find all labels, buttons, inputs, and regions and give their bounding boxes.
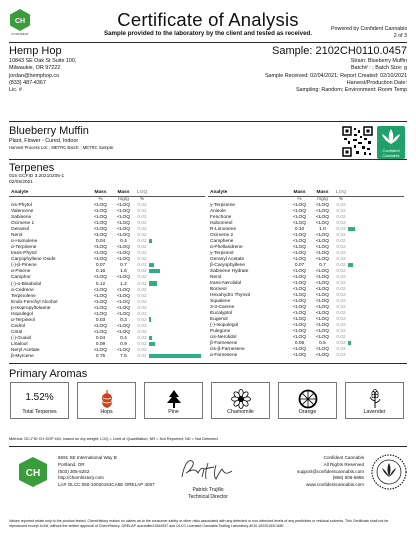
loq-value: 0.02 [336, 346, 346, 352]
mass-mg-g: 0.5 [319, 340, 326, 346]
mass-percent: 0.16 [95, 269, 106, 275]
pine-tree-icon [165, 389, 183, 409]
concentration-bar [149, 281, 157, 285]
mass-mg-g: <LOQ [316, 202, 329, 208]
loq-value: 0.02 [137, 354, 147, 360]
mass-mg-g: <LOQ [117, 232, 130, 238]
signature [178, 455, 238, 485]
analyte-name: cis-Phytol [11, 202, 32, 208]
aroma-label-orange: Orange [298, 409, 317, 415]
mass-mg-g: 1.0 [319, 226, 326, 232]
analyte-name: trans-Nerolidol [210, 281, 242, 287]
mass-mg-g: <LOQ [316, 310, 329, 316]
mass-percent: <LOQ [293, 292, 306, 298]
mass-percent: <LOQ [293, 256, 306, 262]
mass-mg-g: <LOQ [117, 208, 130, 214]
analyte-name: Citral [11, 329, 23, 335]
loq-value: 0.02 [336, 310, 346, 316]
loq-value: 0.02 [137, 226, 147, 232]
header-divider [9, 42, 407, 43]
loq-value: 0.02 [336, 298, 346, 304]
section-divider [9, 159, 407, 160]
mass-mg-g: <LOQ [316, 233, 329, 239]
section-divider [9, 121, 407, 122]
analyte-name: Neryl Acetate [11, 348, 40, 354]
concentration-bar [149, 239, 152, 243]
analyte-name: Linalool [11, 342, 28, 348]
loq-value: 0.02 [336, 244, 346, 250]
lab-footer-logo [14, 455, 52, 489]
analyte-name: Borneol [210, 286, 227, 292]
mass-percent: <LOQ [94, 293, 107, 299]
loq-value: 0.02 [137, 335, 147, 341]
loq-value: 0.02 [137, 305, 147, 311]
concentration-bar [348, 263, 353, 267]
client-name: Hemp Hop [9, 45, 62, 57]
signer-block [160, 487, 256, 501]
loq-value: 0.02 [336, 334, 346, 340]
mass-percent: <LOQ [293, 281, 306, 287]
concentration-bar [348, 341, 351, 345]
mass-mg-g: <LOQ [117, 311, 130, 317]
mass-mg-g: <LOQ [316, 316, 329, 322]
loq-value: 0.02 [137, 202, 147, 208]
analyte-name: β-Caryophyllene [210, 262, 246, 268]
aroma-card-pine [144, 382, 203, 419]
analyte-name: Camphene [210, 238, 234, 244]
svg-text:CH: CH [25, 468, 41, 479]
mass-percent: <LOQ [293, 220, 306, 226]
mass-mg-g: <LOQ [316, 346, 329, 352]
mass-mg-g: <LOQ [316, 220, 329, 226]
mass-percent: <LOQ [94, 202, 107, 208]
total-terpenes-card [10, 382, 69, 419]
unit-label: mg/g [118, 196, 129, 202]
col-analyte: Analyte [9, 190, 89, 196]
mass-percent: <LOQ [293, 214, 306, 220]
concentration-bar-cell [348, 353, 404, 359]
unit-label: % [98, 196, 103, 202]
loq-value: 0.02 [336, 316, 346, 322]
signer-title: Technical Director [188, 493, 228, 500]
col-mass-mg: Mass [311, 190, 334, 196]
mass-percent: 0.03 [95, 317, 106, 323]
loq-value: 0.02 [137, 208, 147, 214]
loq-value: 0.02 [336, 250, 346, 256]
loq-value: 0.02 [336, 328, 346, 334]
mass-percent: <LOQ [293, 208, 306, 214]
aroma-label-pine: Pine [168, 409, 179, 415]
svg-text:CH: CH [14, 18, 26, 25]
mass-mg-g: <LOQ [316, 250, 329, 256]
analyte-name: Endo-Fenchyl Alcohol [11, 299, 58, 305]
loq-value: 0.02 [336, 269, 346, 275]
analyte-name: Hexahydro Thymol [210, 292, 251, 298]
section-divider [9, 363, 407, 364]
concentration-bar [149, 336, 152, 340]
mass-percent: 0.12 [95, 281, 106, 287]
analyte-name: Anisole [210, 208, 226, 214]
col-loq: LOQ [136, 190, 148, 195]
analyte-name: cis-β-Farnesene [210, 346, 245, 352]
mass-percent: <LOQ [94, 250, 107, 256]
aromas-title: Primary Aromas [9, 368, 88, 380]
analyte-name: α-Phellandrene [210, 244, 243, 250]
mass-mg-g: <LOQ [316, 214, 329, 220]
loq-value: 0.02 [336, 292, 346, 298]
loq-value: 0.02 [137, 287, 147, 293]
mass-percent: <LOQ [293, 233, 306, 239]
loq-value: 0.02 [336, 220, 346, 226]
mass-mg-g: <LOQ [117, 348, 130, 354]
mass-percent: <LOQ [94, 244, 107, 250]
analyte-name: Ocimene 1 [11, 220, 35, 226]
mass-percent: <LOQ [293, 310, 306, 316]
mass-mg-g: <LOQ [316, 328, 329, 334]
product-info: Plant, Flower - Cured, Indoor Harvest Process Lot: ; METRC Batch: ; METRC Sample: [9, 138, 115, 150]
mass-mg-g: <LOQ [316, 281, 329, 287]
mass-percent: <LOQ [293, 202, 306, 208]
analyte-name: Fenchone [210, 214, 232, 220]
mass-percent: <LOQ [94, 287, 107, 293]
analyte-name: (-)-α-Bisabolol [11, 281, 42, 287]
concentration-bar-cell [149, 354, 205, 360]
loq-value: 0.02 [137, 293, 147, 299]
mass-mg-g: <LOQ [316, 275, 329, 281]
analyte-name: (-)-β-Pinene [11, 262, 37, 268]
lab-address: 5691 SE International Way B Portland, OR (503) 305-5252 http://chemhistory.com Lic# OLCC 050-10020153CA5E ORELAP 4057 [58, 455, 155, 488]
mass-percent: <LOQ [293, 328, 306, 334]
aroma-label-chamomile: Chamomile [227, 409, 254, 415]
analyte-name: Nerol [11, 232, 23, 238]
confident-cannabis-badge-icon [370, 453, 408, 491]
mass-percent: <LOQ [293, 269, 306, 275]
analyte-name: Isoborneol [210, 220, 233, 226]
mass-percent: <LOQ [293, 322, 306, 328]
concentration-bar [149, 354, 201, 358]
loq-value: 0.02 [137, 256, 147, 262]
mass-percent: 0.09 [95, 342, 106, 348]
analyte-name: Valencene [11, 208, 34, 214]
terpenes-table-right [208, 190, 404, 359]
unit-label: % [297, 196, 302, 202]
svg-text:CONFIDENT: CONFIDENT [11, 32, 29, 36]
col-analyte: Analyte [208, 190, 288, 196]
mass-mg-g: <LOQ [316, 298, 329, 304]
loq-value: 0.02 [336, 226, 346, 232]
aroma-card-lavender [345, 382, 404, 419]
mass-mg-g: 1.2 [120, 281, 127, 287]
analyte-name: 3-3-Carene [210, 304, 235, 310]
loq-value: 0.02 [137, 299, 147, 305]
analyte-name: Eucalyptol [210, 310, 233, 316]
mass-mg-g: 7.5 [120, 354, 127, 360]
concentration-bar [149, 317, 151, 321]
powered-by: Powered by Confident Cannabis 2 of 3 [331, 26, 407, 39]
mass-percent: 0.04 [95, 335, 106, 341]
total-terpenes-label: Total Terpenes [22, 409, 57, 415]
analyte-name: α-Terpineol [11, 317, 35, 323]
mass-mg-g: <LOQ [316, 322, 329, 328]
col-mass-mg: Mass [112, 190, 135, 196]
mass-percent: <LOQ [94, 305, 107, 311]
mass-percent: <LOQ [293, 346, 306, 352]
mass-percent: 0.04 [95, 238, 106, 244]
mass-percent: <LOQ [94, 226, 107, 232]
concentration-bar [149, 263, 154, 267]
loq-value: 0.02 [137, 262, 147, 268]
analyte-name: γ-Terpineol [210, 250, 234, 256]
orange-slice-icon [298, 389, 318, 409]
product-name: Blueberry Muffin [9, 125, 89, 137]
loq-value: 0.02 [336, 208, 346, 214]
mass-mg-g: <LOQ [117, 293, 130, 299]
loq-value: 0.02 [336, 340, 346, 346]
mass-mg-g: <LOQ [117, 287, 130, 293]
mass-percent: <LOQ [293, 304, 306, 310]
mass-mg-g: <LOQ [316, 286, 329, 292]
loq-value: 0.02 [336, 262, 346, 268]
total-terpenes-value: 1.52% [25, 392, 54, 403]
analyte-name: Cedrol [11, 323, 26, 329]
mass-percent: <LOQ [94, 299, 107, 305]
page-number: 2 of 3 [393, 33, 407, 39]
aroma-card-chamomile [211, 382, 270, 419]
analyte-name: R-Limonene [210, 226, 237, 232]
analyte-name: Ocimene 2 [210, 233, 234, 239]
loq-value: 0.02 [137, 250, 147, 256]
analyte-name: (-)-Guaiol [11, 335, 32, 341]
analyte-name: Camphor [11, 275, 31, 281]
table-row [208, 353, 404, 359]
mass-mg-g: <LOQ [316, 208, 329, 214]
analyte-name: Geraniol [11, 226, 30, 232]
terpenes-info: 015 GCFID 3.20210205-1 02/05/2021 [9, 174, 65, 186]
analyte-name: α-Farnesene [210, 352, 238, 358]
loq-value: 0.02 [137, 214, 147, 220]
concentration-bar [348, 227, 355, 231]
mass-mg-g: <LOQ [117, 226, 130, 232]
loq-value: 0.02 [336, 281, 346, 287]
loq-value: 0.02 [137, 317, 147, 323]
loq-value: 0.02 [336, 322, 346, 328]
analyte-name: Isopulegol [11, 311, 33, 317]
footer-divider [9, 446, 407, 447]
analyte-name: α-Cedrene [11, 287, 34, 293]
unit-label: % [338, 196, 344, 202]
mass-percent: <LOQ [94, 323, 107, 329]
analyte-name: (-)-Isopulegol [210, 322, 239, 328]
mass-mg-g: <LOQ [117, 244, 130, 250]
analyte-name: Nerol [210, 275, 222, 281]
mass-percent: <LOQ [293, 244, 306, 250]
aroma-label-lavender: Lavender [363, 409, 386, 415]
loq-value: 0.02 [137, 348, 147, 354]
col-mass-pct: Mass [89, 190, 112, 196]
loq-value: 0.02 [336, 352, 346, 358]
loq-value: 0.02 [137, 281, 147, 287]
loq-value: 0.02 [336, 233, 346, 239]
mass-percent: <LOQ [293, 250, 306, 256]
mass-percent: 0.07 [294, 262, 305, 268]
qr-code-icon[interactable] [342, 126, 373, 157]
sample-info: Strain: Blueberry Muffin Batch# : ; Batch Size: g Sample Received: 02/04/2021; Report Created: 02/10/2021 Harvest/Production Date: Sampling: Random; Environment: Room Temp [264, 58, 407, 94]
loq-value: 0.02 [336, 238, 346, 244]
analyte-name: Squalene [210, 298, 231, 304]
col-loq: LOQ [335, 190, 347, 195]
cc-website-link[interactable]: www.confidentcannabis.com [306, 482, 364, 488]
mass-mg-g: <LOQ [117, 214, 130, 220]
unit-label: % [139, 196, 145, 202]
analyte-name: Terpinolene [11, 293, 36, 299]
mass-mg-g: <LOQ [316, 292, 329, 298]
analyte-name: Sabinene Hydrate [210, 269, 249, 275]
chamomile-flower-icon [231, 389, 251, 409]
analyte-name: cis-Nerolidol [210, 334, 237, 340]
mass-mg-g: <LOQ [117, 329, 130, 335]
loq-value: 0.02 [336, 286, 346, 292]
terpenes-title: Terpenes [9, 162, 55, 174]
loq-value: 0.02 [137, 238, 147, 244]
cc-contact: Confident Cannabis All Rights Reserved support@confidentcannabis.com (866) 506-5866 www.confidentcannabis.com [297, 455, 364, 488]
confident-cannabis-seal: Confident Cannabis [377, 126, 405, 159]
analyte-name: α-Humulene [11, 238, 38, 244]
mass-mg-g: <LOQ [316, 304, 329, 310]
mass-mg-g: 0.4 [120, 238, 127, 244]
unit-label: mg/g [317, 196, 328, 202]
mass-percent: <LOQ [293, 352, 306, 358]
mass-percent: <LOQ [94, 256, 107, 262]
mass-percent: <LOQ [94, 348, 107, 354]
loq-value: 0.02 [336, 275, 346, 281]
mass-mg-g: <LOQ [316, 256, 329, 262]
mass-mg-g: <LOQ [117, 305, 130, 311]
signer-name: Patrick Trujillo [192, 487, 224, 493]
analyte-name: Caryophyllene Oxide [11, 256, 56, 262]
mass-percent: <LOQ [94, 275, 107, 281]
mass-mg-g: 0.7 [319, 262, 326, 268]
concentration-bar [149, 269, 160, 273]
loq-value: 0.02 [137, 275, 147, 281]
mass-percent: 0.75 [95, 354, 106, 360]
method-note: Method: GC-FID CH SOP 401; based on dry weight; LOQ = Limit of Quantitation; NR = Not Reported; ND = Not Detected [9, 436, 218, 441]
page-title: Certificate of Analysis [117, 9, 299, 30]
hops-icon [98, 389, 116, 409]
loq-value: 0.02 [137, 311, 147, 317]
aroma-card-hops [77, 382, 136, 419]
loq-value: 0.02 [137, 329, 147, 335]
loq-value: 0.02 [137, 232, 147, 238]
mass-mg-g: <LOQ [117, 256, 130, 262]
analyte-name: p-Isopropyltoluene [11, 305, 51, 311]
mass-percent: <LOQ [94, 311, 107, 317]
mass-percent: <LOQ [293, 298, 306, 304]
aroma-label-hops: Hops [100, 409, 113, 415]
analyte-name: β-Farnesene [210, 340, 238, 346]
lavender-icon [366, 389, 384, 409]
mass-percent: <LOQ [94, 208, 107, 214]
aroma-card-orange [278, 382, 337, 419]
loq-value: 0.02 [137, 323, 147, 329]
analyte-name: α-Terpinene [11, 244, 37, 250]
terpenes-table-left [9, 190, 205, 361]
mass-mg-g: <LOQ [316, 269, 329, 275]
mass-mg-g: <LOQ [117, 323, 130, 329]
mass-percent: <LOQ [293, 275, 306, 281]
mass-mg-g: <LOQ [117, 275, 130, 281]
mass-mg-g: 0.7 [120, 262, 127, 268]
mass-mg-g: <LOQ [316, 238, 329, 244]
loq-value: 0.02 [137, 220, 147, 226]
mass-percent: <LOQ [94, 329, 107, 335]
mass-percent: <LOQ [293, 316, 306, 322]
mass-percent: 0.10 [294, 226, 305, 232]
loq-value: 0.02 [137, 342, 147, 348]
mass-mg-g: 1.6 [120, 269, 127, 275]
loq-value: 0.02 [336, 202, 346, 208]
mass-mg-g: 0.3 [120, 317, 127, 323]
analyte-name: β-Myrcene [11, 354, 34, 360]
mass-mg-g: 0.4 [120, 335, 127, 341]
mass-percent: 0.07 [95, 262, 106, 268]
loq-value: 0.02 [336, 304, 346, 310]
mass-mg-g: <LOQ [117, 220, 130, 226]
mass-percent: <LOQ [293, 286, 306, 292]
concentration-bar [149, 342, 155, 346]
client-info: 10843 SE Oak St Suite 100, Milwaukie, OR 97222 jordan@hemphop.co (833) 487-4367 Lic. # [9, 58, 77, 94]
analyte-name: γ-Terpinene [210, 202, 236, 208]
loq-value: 0.02 [336, 214, 346, 220]
mass-percent: <LOQ [293, 334, 306, 340]
analyte-name: trans-Phytol [11, 250, 37, 256]
mass-percent: <LOQ [94, 220, 107, 226]
mass-mg-g: <LOQ [117, 202, 130, 208]
loq-value: 0.02 [137, 269, 147, 275]
mass-mg-g: 0.9 [120, 342, 127, 348]
mass-percent: <LOQ [94, 214, 107, 220]
mass-mg-g: <LOQ [117, 250, 130, 256]
leaf-icon [377, 126, 405, 148]
mass-percent: 0.05 [294, 340, 305, 346]
loq-value: 0.02 [137, 244, 147, 250]
mass-percent: <LOQ [293, 238, 306, 244]
analyte-name: Pulegone [210, 328, 231, 334]
mass-mg-g: <LOQ [316, 244, 329, 250]
analyte-name: Geranyl Acetate [210, 256, 245, 262]
analyte-name: α-Pinene [11, 269, 31, 275]
col-mass-pct: Mass [288, 190, 311, 196]
page-subtitle: Sample provided to the laboratory by the client and tested as received. [103, 30, 313, 37]
disclaimer: Values reported relate only to the product tested. ChemHistory makes no claims as to the consumer safety or other risks associated with any detected or non-detected levels of any pesticides or residual solvents. This Certificate shall not be reproduced except in full, without the written approval of ChemHistory. ORELAP accredited ID#4057 and OLCC Licensed Cannabis Testing Laboratory #010-10020153CA5E. [9, 519, 389, 528]
analyte-name: Eugenol [210, 316, 228, 322]
analyte-name: Sabinene [11, 214, 32, 220]
mass-mg-g: <LOQ [117, 299, 130, 305]
sample-id: Sample: 2102CH0110.0457 [272, 45, 407, 57]
mass-mg-g: <LOQ [316, 352, 329, 358]
loq-value: 0.02 [336, 256, 346, 262]
table-row [9, 354, 205, 360]
mass-mg-g: <LOQ [316, 334, 329, 340]
mass-percent: <LOQ [94, 232, 107, 238]
